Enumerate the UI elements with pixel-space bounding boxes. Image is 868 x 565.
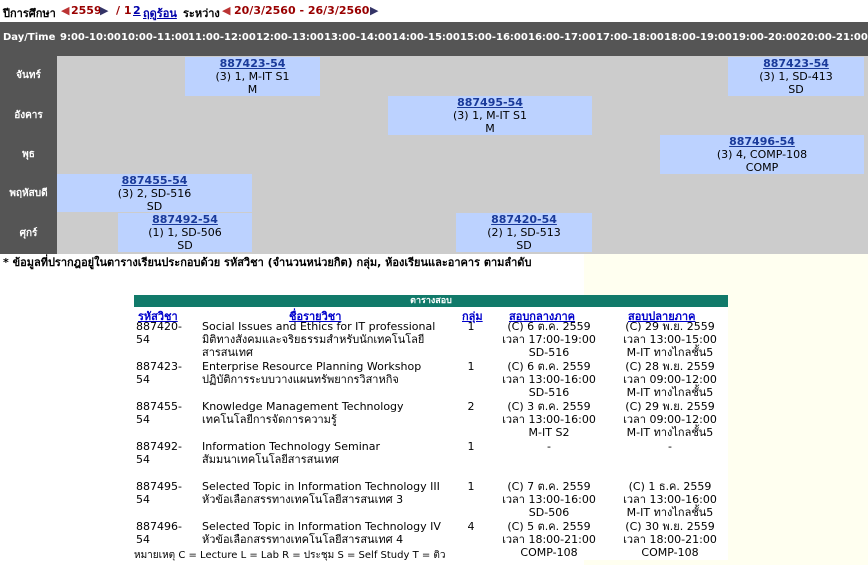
midterm-line: เวลา 18:00-21:00	[502, 533, 596, 546]
class-slot[interactable]	[185, 57, 320, 96]
midterm-line: -	[547, 440, 551, 453]
day-thu: พฤหัสบดี	[0, 174, 57, 213]
final-line: M-IT ทางไกลชั้น5	[626, 386, 714, 399]
midterm-line: เวลา 17:00-19:00	[502, 333, 596, 346]
exam-table	[134, 295, 728, 560]
time-col: 9:00-10:00	[60, 32, 121, 43]
final-line: (C) 29 พ.ย. 2559	[625, 400, 715, 413]
course-code: 887495-54	[136, 480, 182, 506]
exam-row	[134, 440, 728, 480]
final-line: (C) 30 พ.ย. 2559	[625, 520, 715, 533]
slot-room: M	[247, 83, 258, 96]
time-col: 19:00-20:00	[732, 32, 800, 43]
course-name-th: หัวข้อเลือกสรรทางเทคโนโลยีสารสนเทศ 4	[202, 533, 404, 546]
class-slot[interactable]	[728, 57, 864, 96]
exam-title: ตารางสอบ	[134, 295, 728, 307]
exam-row	[134, 360, 728, 400]
range-label: ระหว่าง	[183, 7, 220, 20]
class-slot[interactable]	[660, 135, 864, 174]
summer-link[interactable]: ฤดูร้อน	[143, 7, 177, 20]
header-final: สอบปลายภาค	[628, 310, 696, 323]
exam-row	[134, 400, 728, 440]
final-line: เวลา 09:00-12:00	[623, 373, 717, 386]
slot-detail: (3) 1, M-IT S1	[453, 109, 527, 122]
course-link[interactable]: 887455-54	[121, 174, 188, 187]
course-link[interactable]: 887492-54	[152, 213, 218, 226]
midterm-line: เวลา 13:00-16:00	[502, 413, 596, 426]
class-slot[interactable]	[456, 213, 592, 252]
midterm-line: เวลา 13:00-16:00	[502, 493, 596, 506]
corner-label: Day/Time	[3, 32, 56, 43]
time-col: 12:00-13:00	[256, 32, 324, 43]
time-col: 17:00-18:00	[596, 32, 664, 43]
course-name-th: สัมมนาเทคโนโลยีสารสนเทศ	[202, 453, 339, 466]
date-range: 20/3/2560 - 26/3/2560	[234, 4, 370, 17]
next-year-icon[interactable]: ▶	[100, 4, 109, 17]
prev-week-icon[interactable]: ◀	[222, 4, 231, 17]
final-line: เวลา 13:00-15:00	[623, 333, 717, 346]
final-line: เวลา 18:00-21:00	[623, 533, 717, 546]
slot-room: SD	[146, 200, 163, 213]
final-line: M-IT ทางไกลชั้น5	[626, 426, 714, 439]
slot-detail: (2) 1, SD-513	[487, 226, 561, 239]
year-label: ปีการศึกษา	[3, 7, 56, 20]
day-mon: จันทร์	[0, 56, 57, 96]
midterm-line: SD-506	[528, 506, 570, 519]
time-col: 14:00-15:00	[392, 32, 460, 43]
slot-room: SD	[177, 239, 193, 252]
time-col: 11:00-12:00	[188, 32, 256, 43]
midterm-line: เวลา 13:00-16:00	[502, 373, 596, 386]
midterm-line: COMP-108	[520, 546, 578, 559]
final-line: (C) 28 พ.ย. 2559	[625, 360, 715, 373]
course-name-th: หัวข้อเลือกสรรทางเทคโนโลยีสารสนเทศ 3	[202, 493, 404, 506]
time-col: 15:00-16:00	[460, 32, 528, 43]
final-line: (C) 29 พ.ย. 2559	[625, 320, 715, 333]
course-code: 887420-54	[136, 320, 182, 346]
course-name-en: Selected Topic in Information Technology III	[202, 480, 440, 493]
year-value: 2559	[71, 4, 102, 17]
time-col: 13:00-14:00	[324, 32, 392, 43]
midterm-line: M-IT S2	[528, 426, 570, 439]
day-wed: พุธ	[0, 136, 57, 174]
course-name-th: มิติทางสังคมและจริยธรรมสำหรับนักเทคโนโลยีสารสนเทศ	[202, 333, 425, 359]
day-tue: อังคาร	[0, 96, 57, 136]
final-line: (C) 1 ธ.ค. 2559	[628, 480, 712, 493]
course-name-en: Enterprise Resource Planning Workshop	[202, 360, 422, 373]
class-slot[interactable]	[118, 213, 252, 252]
final-line: COMP-108	[641, 546, 699, 559]
course-link[interactable]: 887496-54	[729, 135, 795, 148]
term-nav-bar	[0, 0, 868, 22]
timetable-header	[0, 22, 868, 56]
slot-room: SD	[788, 83, 804, 96]
midterm-line: (C) 5 ต.ค. 2559	[507, 520, 591, 533]
slot-detail: (1) 1, SD-506	[148, 226, 222, 239]
final-line: เวลา 09:00-12:00	[623, 413, 717, 426]
time-col: 16:00-17:00	[528, 32, 596, 43]
exam-header-row	[134, 307, 728, 323]
slot-room: COMP	[745, 161, 779, 174]
final-line: M-IT ทางไกลชั้น5	[626, 346, 714, 359]
group: 2	[467, 400, 475, 413]
group: 1	[467, 320, 475, 333]
final-line: -	[668, 440, 672, 453]
exam-row	[134, 320, 728, 360]
slot-detail: (3) 2, SD-516	[117, 187, 192, 200]
header-group: กลุ่ม	[462, 310, 483, 323]
course-code: 887496-54	[136, 520, 182, 546]
course-link[interactable]: 887423-54	[763, 57, 829, 70]
legend: หมายเหตุ C = Lecture L = Lab R = ประชุม S = Self Study T = ติว	[134, 550, 446, 561]
exam-row	[134, 480, 728, 520]
final-line: เวลา 13:00-16:00	[623, 493, 717, 506]
group: 4	[467, 520, 475, 533]
header-name: ชื่อรายวิชา	[289, 310, 342, 323]
timetable-note: * ข้อมูลที่ปรากฎอยู่ในตารางเรียนประกอบด้วย รหัสวิชา (จำนวนหน่วยกิต) กลุ่ม, ห้องเรียนและอาคาร ตามลำดับ	[3, 256, 532, 269]
course-link[interactable]: 887495-54	[457, 96, 523, 109]
group: 1	[467, 360, 475, 373]
course-name-th: เทคโนโลยีการจัดการความรู้	[202, 413, 337, 426]
day-fri: ศุกร์	[0, 213, 57, 254]
header-midterm: สอบกลางภาค	[509, 310, 576, 323]
prev-year-icon[interactable]: ◀	[61, 4, 70, 17]
midterm-line: SD-516	[528, 386, 570, 399]
course-name-en: Knowledge Management Technology	[202, 400, 404, 413]
midterm-line: (C) 6 ต.ค. 2559	[507, 360, 591, 373]
course-link[interactable]: 887423-54	[219, 57, 286, 70]
time-col: 10:00-11:00	[121, 32, 189, 43]
time-col: 20:00-21:00	[800, 32, 868, 43]
next-week-icon[interactable]: ▶	[370, 4, 379, 17]
group: 1	[467, 480, 475, 493]
time-col: 18:00-19:00	[664, 32, 732, 43]
course-link[interactable]: 887420-54	[491, 213, 557, 226]
class-slot[interactable]	[388, 96, 592, 135]
final-line: M-IT ทางไกลชั้น5	[626, 506, 714, 519]
slot-room: M	[485, 122, 495, 135]
semester-2-link[interactable]: 2	[133, 4, 141, 17]
semester-current: / 1	[116, 4, 132, 17]
group: 1	[467, 440, 475, 453]
slot-room: SD	[516, 239, 532, 252]
midterm-line: (C) 7 ต.ค. 2559	[507, 480, 591, 493]
course-code: 887423-54	[136, 360, 182, 386]
midterm-line: SD-516	[528, 346, 570, 359]
midterm-line: (C) 6 ต.ค. 2559	[507, 320, 591, 333]
course-code: 887455-54	[136, 400, 182, 426]
course-name-en: Information Technology Seminar	[202, 440, 381, 453]
slot-detail: (3) 1, SD-413	[759, 70, 833, 83]
header-code: รหัสวิชา	[138, 310, 178, 323]
course-name-en: Selected Topic in Information Technology IV	[202, 520, 441, 533]
course-name-en: Social Issues and Ethics for IT professional	[202, 320, 436, 333]
course-code: 887492-54	[136, 440, 182, 466]
class-slot[interactable]	[57, 174, 252, 212]
slot-detail: (3) 1, M-IT S1	[215, 70, 290, 83]
slot-detail: (3) 4, COMP-108	[716, 148, 808, 161]
timetable	[0, 22, 868, 254]
course-name-th: ปฏิบัติการระบบวางแผนทรัพยากรวิสาหกิจ	[202, 373, 399, 386]
midterm-line: (C) 3 ต.ค. 2559	[507, 400, 591, 413]
